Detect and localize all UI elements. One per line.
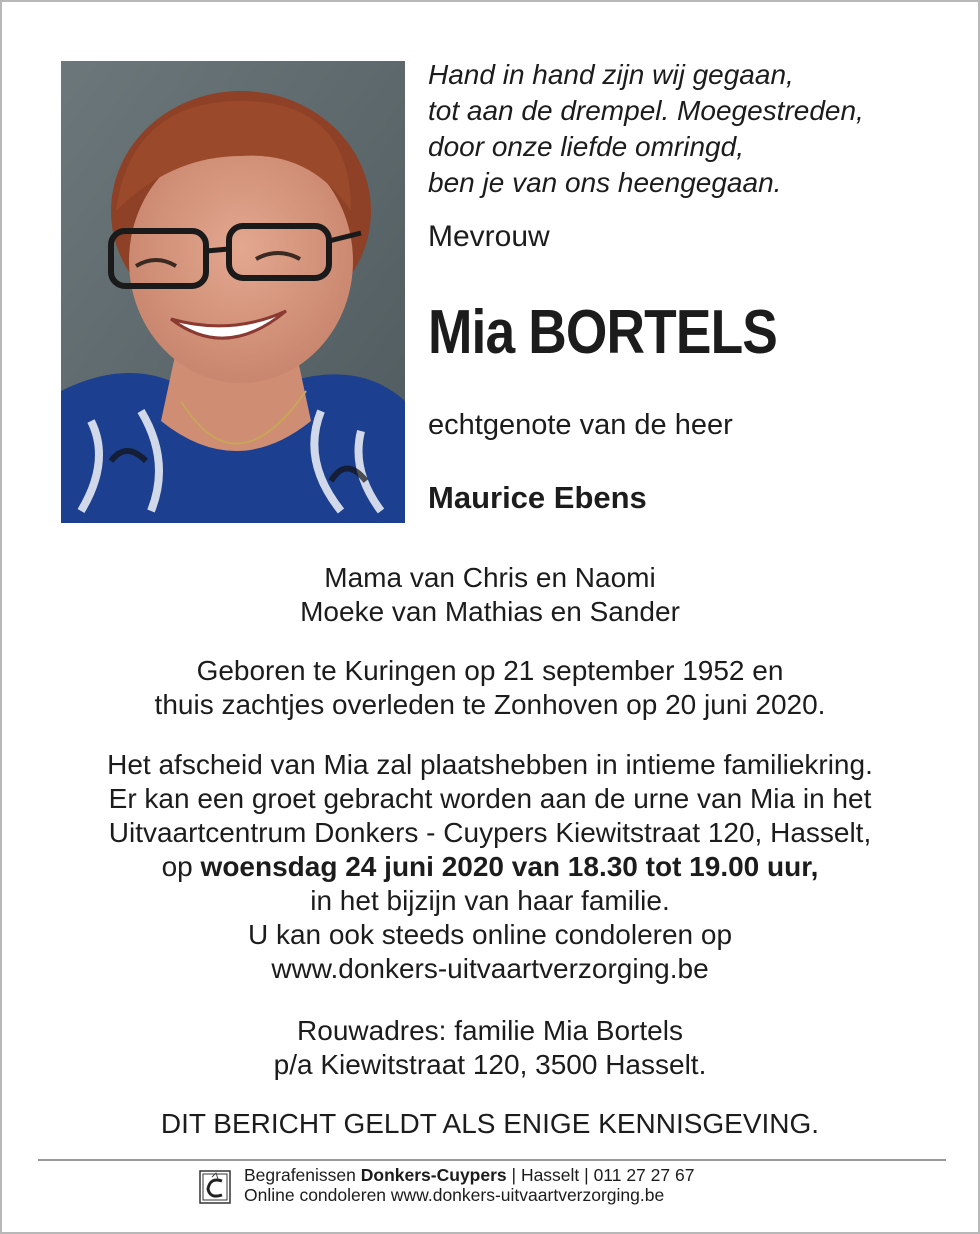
farewell-datetime-line — [2, 850, 978, 884]
spouse-name: Maurice Ebens — [428, 480, 647, 515]
family-section — [2, 561, 978, 629]
footer-company: Donkers-Cuypers — [360, 1165, 507, 1185]
notice: DIT BERICHT GELDT ALS ENIGE KENNISGEVING. — [160, 1108, 820, 1139]
farewell-prefix: op — [161, 851, 193, 882]
divider — [38, 1159, 946, 1161]
death-line: thuis zachtjes overleden te Zonhoven op 20 juni 2020. — [154, 689, 826, 720]
address-line: p/a Kiewitstraat 120, 3500 Hasselt. — [273, 1049, 707, 1080]
farewell-line: in het bijzijn van haar familie. — [310, 885, 670, 916]
footer-line-2: Online condoleren www.donkers-uitvaartverzorging.be — [244, 1185, 665, 1205]
funeral-home-logo-icon — [198, 1169, 232, 1205]
dates-section — [2, 654, 978, 722]
condolence-url[interactable]: www.donkers-uitvaartverzorging.be — [271, 953, 709, 984]
farewell-line: Het afscheid van Mia zal plaatshebben in intieme familiekring. — [107, 749, 873, 780]
honorific: Mevrouw — [428, 220, 550, 253]
poem-line: Hand in hand zijn wij gegaan, — [428, 59, 794, 90]
footer-prefix: Begrafenissen — [244, 1165, 356, 1185]
portrait-photo — [61, 61, 405, 523]
farewell-line: U kan ook steeds online condoleren op — [247, 919, 733, 950]
footer-line-1 — [244, 1165, 694, 1185]
poem-line: ben je van ons heengegaan. — [428, 167, 782, 198]
deceased-name: Mia BORTELS — [428, 298, 777, 367]
farewell-section — [2, 748, 978, 986]
poem-line: tot aan de drempel. Moegestreden, — [428, 95, 864, 126]
farewell-datetime: woensdag 24 juni 2020 van 18.30 tot 19.00 uur, — [200, 851, 819, 882]
farewell-line: Uitvaartcentrum Donkers - Cuypers Kiewitstraat 120, Hasselt, — [108, 817, 872, 848]
address-section — [2, 1014, 978, 1082]
family-line: Moeke van Mathias en Sander — [300, 596, 680, 627]
footer-text — [244, 1165, 694, 1205]
spouse-label: echtgenote van de heer — [428, 409, 733, 441]
farewell-line: Er kan een groet gebracht worden aan de urne van Mia in het — [108, 783, 872, 814]
footer-contact: | Hasselt | 011 27 27 67 — [511, 1165, 695, 1185]
birth-line: Geboren te Kuringen op 21 september 1952 en — [196, 655, 784, 686]
poem — [428, 57, 968, 201]
family-line: Mama van Chris en Naomi — [324, 562, 656, 593]
address-line: Rouwadres: familie Mia Bortels — [297, 1015, 683, 1046]
poem-line: door onze liefde omringd, — [428, 131, 744, 162]
portrait-image — [61, 61, 405, 523]
